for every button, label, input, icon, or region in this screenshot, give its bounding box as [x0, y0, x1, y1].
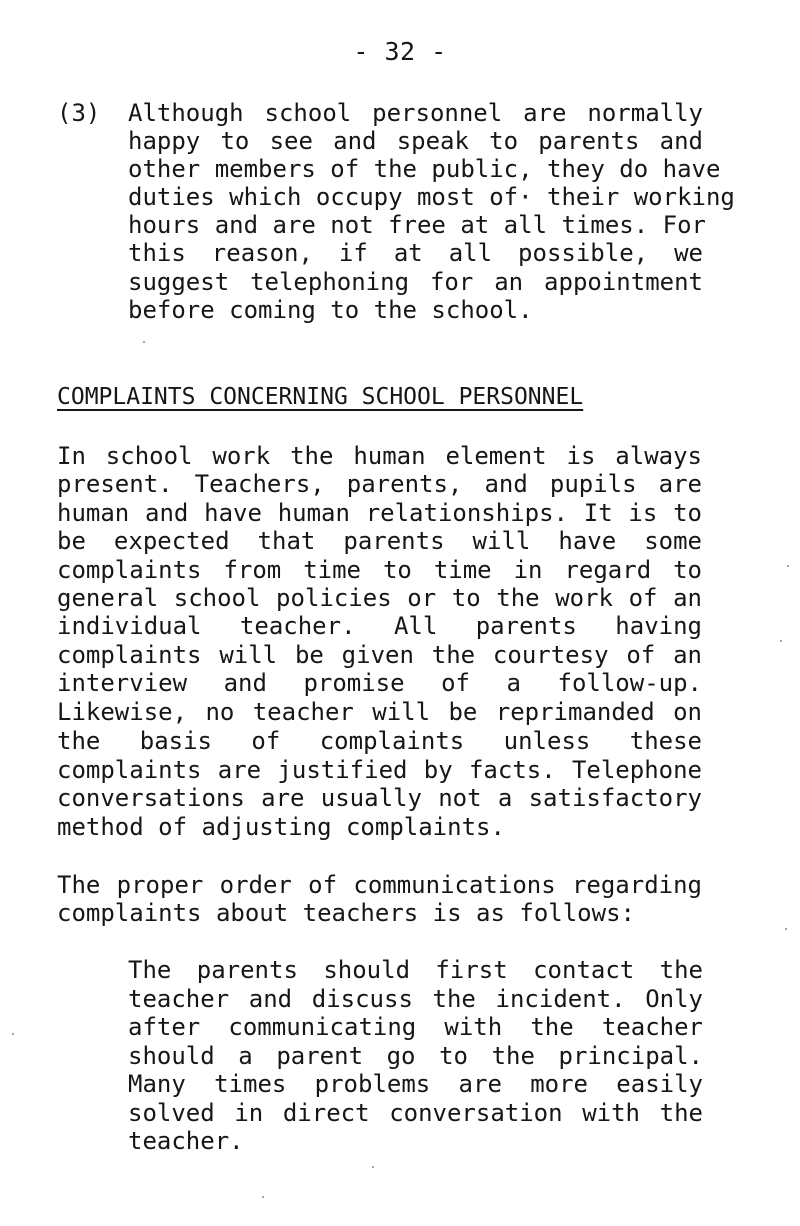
paragraph-line: the basis of complaints unless these	[57, 727, 702, 755]
paragraph-line: individual teacher. All parents having	[57, 612, 702, 640]
item-3-line: Although school personnel are normally	[128, 99, 703, 127]
item-3-line: suggest telephoning for an appointment	[128, 268, 703, 296]
paragraph-line: The proper order of communications regarding	[57, 871, 702, 899]
paragraph-line: method of adjusting complaints.	[57, 813, 505, 841]
scan-speck	[372, 1166, 374, 1168]
scan-speck	[787, 565, 789, 567]
paragraph-line: present. Teachers, parents, and pupils are	[57, 470, 702, 498]
paragraph-line: human and have human relationships. It is to	[57, 499, 702, 527]
paragraph-line: In school work the human element is always	[57, 442, 702, 470]
scan-speck	[785, 928, 787, 930]
scan-speck	[780, 640, 782, 642]
paragraph-line: complaints will be given the courtesy of an	[57, 641, 702, 669]
indented-line: teacher and discuss the incident. Only	[128, 985, 703, 1013]
item-3-line: this reason, if at all possible, we	[128, 239, 703, 267]
indented-line: teacher.	[128, 1127, 244, 1155]
indented-line: after communicating with the teacher	[128, 1013, 703, 1041]
scan-speck	[262, 1196, 264, 1198]
indented-line: The parents should first contact the	[128, 956, 703, 984]
paragraph-line: conversations are usually not a satisfactory	[57, 784, 702, 812]
paragraph-line: complaints from time to time in regard to	[57, 556, 702, 584]
item-3-line: duties which occupy most of· their working	[128, 183, 735, 211]
item-3-line: other members of the public, they do have	[128, 155, 721, 183]
indented-line: solved in direct conversation with the	[128, 1099, 703, 1127]
paragraph-line: complaints are justified by facts. Telephone	[57, 756, 702, 784]
indented-line: should a parent go to the principal.	[128, 1042, 703, 1070]
indented-line: Many times problems are more easily	[128, 1070, 703, 1098]
paragraph-line: interview and promise of a follow-up.	[57, 669, 702, 697]
scan-speck	[12, 1033, 14, 1035]
paragraph-line: be expected that parents will have some	[57, 527, 702, 555]
section-heading: COMPLAINTS CONCERNING SCHOOL PERSONNEL	[57, 384, 584, 410]
scan-speck	[143, 341, 145, 343]
item-3-line: hours and are not free at all times. For	[128, 211, 706, 239]
item-3-line: before coming to the school.	[128, 296, 533, 324]
page-number: - 32 -	[353, 37, 447, 66]
paragraph-line: complaints about teachers is as follows:	[57, 899, 635, 927]
paragraph-line: general school policies or to the work of an	[57, 584, 702, 612]
item-3-marker: (3)	[57, 99, 101, 127]
item-3-line: happy to see and speak to parents and	[128, 127, 703, 155]
paragraph-line: Likewise, no teacher will be reprimanded on	[57, 698, 702, 726]
